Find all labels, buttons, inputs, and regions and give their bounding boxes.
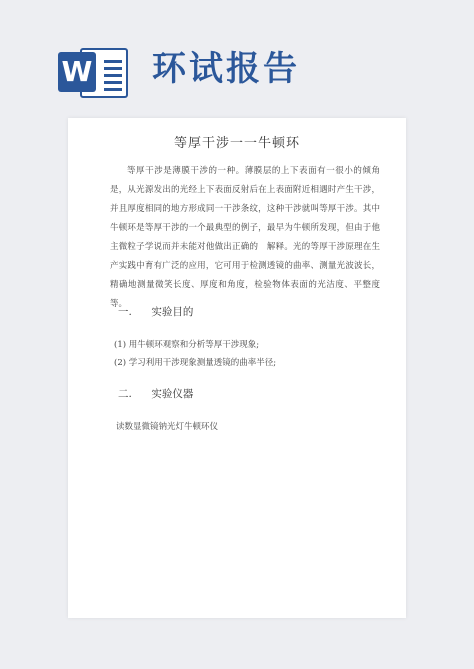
page-header [0, 0, 474, 120]
section-title: 实验目的 [151, 306, 194, 318]
instrument-list: 读数显微镜钠光灯牛顿环仪 [116, 422, 219, 432]
document-page [68, 118, 406, 618]
section-number: 二. [118, 388, 132, 400]
section-heading-objectives [118, 304, 193, 319]
list-item: (2) 学习利用干涉现象测量透镜的曲率半径; [114, 358, 277, 368]
word-document-icon [58, 44, 136, 100]
document-title: 等厚干涉一一牛顿环 [173, 136, 300, 151]
section-title: 实验仪器 [151, 388, 194, 400]
section-number: 一. [118, 306, 132, 318]
list-item: (1) 用牛顿环观察和分析等厚干涉现象; [114, 340, 260, 350]
header-title: 环试报告 [152, 49, 300, 89]
intro-paragraph: 等厚干涉是薄膜干涉的一种。薄膜层的上下表面有一很小的倾角是，从光源发出的光经上下表面反射后在上表面附近相遇时产生干涉，并且厚度相同的地方形成同一干涉条纹，这种干涉就叫等厚干涉。其中牛顿环是等厚干涉的一个最典型的例子，最早为牛顿所发现，但由于他主微粒子学说而并未能对他做出正确的 解释。光的等厚干涉原理在生产实践中育有广泛的应用，它可用于检测透镜的曲率、测量光波波长，精确地测量微笑长度、厚度和角度，检验物体表面的光洁度、平整度等。 [110, 166, 380, 309]
word-letter: W [58, 52, 96, 92]
section-heading-instruments [118, 386, 193, 401]
